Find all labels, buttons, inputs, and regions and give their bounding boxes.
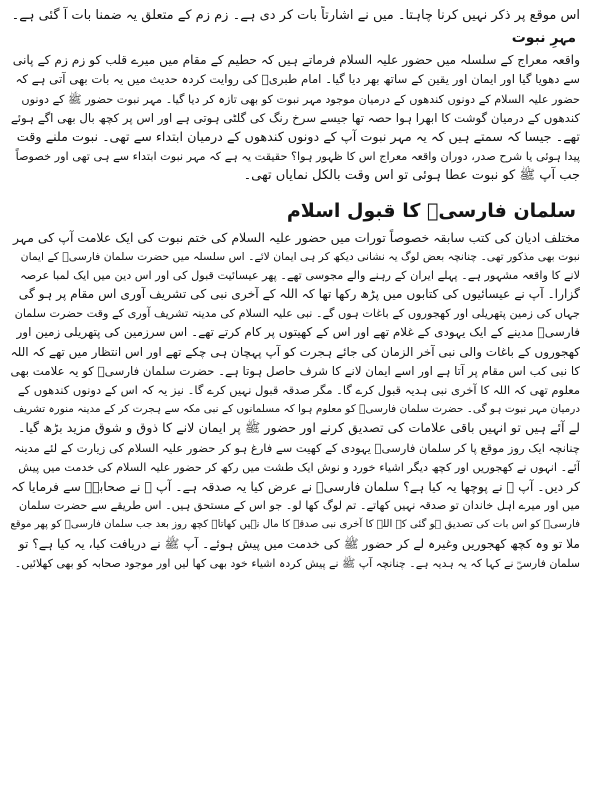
document-page	[10, 6, 580, 573]
text-line: چنانچہ ایک روز موقع پا کر سلمان فارسیؓ یہودی کے کھیت سے فارغ ہو کر حضور علیہ السلام کی زیارت کے لئے مدینہ	[14, 440, 580, 455]
text-line: پیدا ہوئی یا شرح صدر، دوران واقعہ معراج اس کا ظہور ہوا؟ حقیقت یہ ہے کہ مہر نبوت ابتداء سے ہی تھی اور خصوصاً	[15, 150, 580, 164]
text-line: آئے۔ انہوں نے کھجوریں اور کچھ دیگر اشیاء خورد و نوش ایک طشت میں رکھ کر حضور علیہ السلام کی خدمت میں پیش	[18, 460, 580, 474]
text-line: کندھوں کے درمیان گوشت کا ابھرا ہوا حصہ تھا جیسے سرخ رنگ کی گلٹی ہوتی ہے اور اس پر کچھ بال بھی اگے ہوئے	[10, 110, 580, 125]
text-line: سے دھویا گیا اور ایمان اور یقین کے ساتھ بھر دیا گیا۔ امام طبریؒ کی روایت کردہ حدیث میں یہ بات بھی آتی ہے کہ	[15, 72, 580, 87]
text-line: جہاں کی زمین پتھریلی اور کھجوروں کے باغات ہوں گے۔ نبی علیہ السلام کی مدینہ تشریف آوری کے وقت حضرت سلمان	[14, 307, 580, 321]
paragraph-salman-farsi	[10, 228, 580, 573]
text-line: جب آپ ﷺ کو نبوت عطا ہوئی تو اس وقت بالکل نمایاں تھی۔	[243, 168, 580, 184]
text-line: کر دیں۔ آپ ﷺ نے پوچھا یہ کیا ہے؟ سلمان فارسیؓ نے عرض کیا یہ صدقہ ہے۔ آپ ﷺ نے صحابہؓ سے فرمایا کہ	[11, 478, 580, 494]
text-line: تھے۔ جیسا کہ سمتے ہیں کہ یہ مہر نبوت آپ کے دونوں کندھوں کے درمیان ابتداء سے تھی۔ نبوت ملنے وقت	[16, 129, 580, 145]
text-line: معلوم تھی کہ اللہ کا آخری نبی ہدیہ قبول کرے گا۔ مگر صدقہ قبول نہیں کرے گا۔ نیز یہ کہ اس کے دونوں کندھوں کے	[17, 383, 580, 397]
text-line: ملا تو وہ کچھ کھجوریں وغیرہ لے کر حضور ﷺ کی خدمت میں پیش ہوئے۔ آپ ﷺ نے دریافت کیا، یہ کیا ہے؟ تو	[18, 536, 580, 551]
section-heading-salman-farsi: سلمان فارسیؓ کا قبول اسلام	[286, 199, 576, 222]
text-line: حضور علیہ السلام کے دونوں کندھوں کے درمیان موجود مہر نبوت کو بھی تازہ کر دیا گیا۔ مہر نبوت حضور ﷺ کے دونوں	[21, 92, 580, 106]
text-line: لانے کا واقعہ مشہور ہے۔ پہلے ایران کے رہنے والے مجوسی تھے۔ پھر عیسائیت قبول کی اور اس دین میں ایک لمبا عرصہ	[20, 268, 580, 282]
text-line: مختلف ادیان کی کتب سابقہ خصوصاً تورات میں حضور علیہ السلام کی ختم نبوت کی ایک علامت آپ کی مہر	[12, 229, 580, 245]
text-line: کا نبی کب اس مقام پر آتا ہے اور اسے ایمان لانے کا شرف حاصل ہوتا ہے۔ حضرت سلمان فارسیؓ کو یہ علامت بھی	[10, 363, 580, 378]
text-line: فارسیؓ مدینے کے ایک یہودی کے غلام تھے اور اس کے کھیتوں پر کام کرتے تھے۔ اس سرزمین کی پتھریلی زمین اور	[16, 325, 580, 340]
text-line: سلمان فارسیؓ نے کہا کہ یہ ہدیہ ہے۔ چنانچہ آپ ﷺ نے پیش کردہ اشیاء خود بھی کھا لیں اور موجود صحابہ کو بھی کھلائیں۔	[14, 556, 580, 570]
text-line: اس موقع پر ذکر نہیں کرنا چاہتا۔ میں نے اشارتاً بات کر دی ہے۔ زم زم کے متعلق یہ ضمنا بات آ گئی ہے۔	[11, 8, 580, 23]
paragraph-seal-of-prophethood	[10, 51, 580, 185]
text-line: میں اور میرے اہل خاندان تو صدقہ نہیں کھاتے۔ تم لوگ کھا لو۔ جو اس کے مستحق ہیں۔ اس طریقے سے حضرت سلمان	[18, 499, 580, 513]
text-line: گزارا۔ آپ نے عیسائیوں کی کتابوں میں پڑھ رکھا تھا کہ اللہ کے آخری نبی کی تشریف آوری اس مقام پر ہو گی	[18, 287, 580, 302]
section-heading-seal-of-prophethood: مہرِ نبوت	[511, 30, 576, 47]
text-line: لے آئے ہیں تو انہیں باقی علامات کی تصدیق کرنے اور حضور ﷺ پر ایمان لانے کا ذوق و شوق مزید بڑھ گیا۔	[17, 421, 580, 437]
text-line: کھجوروں کے باغات والی نبی آخر الزمان کی جائے ہجرت کو آپ پہچان ہی چکے تھے اور اس انتظار میں تھے کہ اللہ	[10, 344, 580, 359]
text-line: نبوت بھی مذکور تھی۔ چنانچہ بعض لوگ یہ نشانی دیکھ کر ہی ایمان لائے۔ اس سلسلہ میں حضرت سلمان فارسیؓ کے ایمان	[20, 249, 580, 263]
text-line: درمیان مہر نبوت ہو گی۔ حضرت سلمان فارسیؓ کو معلوم ہوا کہ مسلمانوں کے نبی مکہ سے ہجرت کر کے مدینہ منورہ تشریف	[13, 403, 580, 416]
text-line: واقعہ معراج کے سلسلہ میں حضور علیہ السلام فرماتے ہیں کہ حطیم کے مقام میں میرے قلب کو زم زم کے پانی	[12, 53, 580, 68]
text-line: فارسیؓ کو اس بات کی تصدیق ہو گئی کہ اللہ کا آخری نبی صدقہ کا مال نہیں کھاتا۔ کچھ روز بعد جب سلمان فارسیؓ کو پھر موقع	[10, 518, 580, 531]
intro-paragraph	[10, 6, 580, 25]
